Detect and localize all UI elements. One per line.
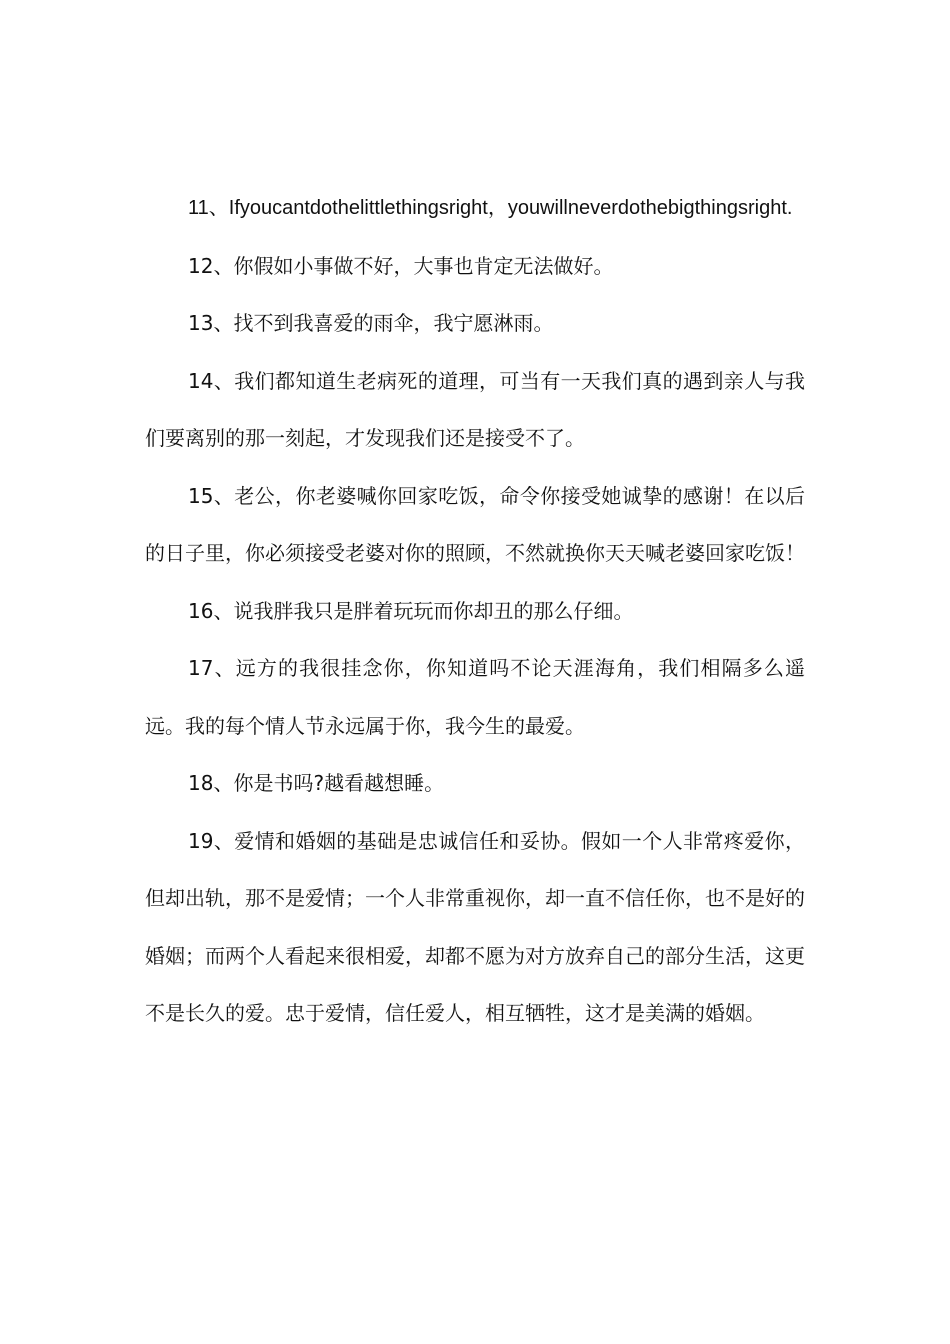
paragraph-18: 18、你是书吗?越看越想睡。 [188,771,445,795]
paragraph-14: 14、我们都知道生老病死的道理，可当有一天我们真的遇到亲人与我们要离别的那一刻起，才发现我们还是接受不了。 [145,368,805,450]
paragraph-15: 15、老公，你老婆喊你回家吃饭，命令你接受她诚挚的感谢！在以后的日子里，你必须接受老婆对你的照顾，不然就换你天天喊老婆回家吃饭！ [145,483,805,565]
paragraph-16: 16、说我胖我只是胖着玩玩而你却丑的那么仔细。 [188,598,634,623]
document-page [145,180,805,1043]
paragraph-12: 12、你假如小事做不好，大事也肯定无法做好。 [188,253,614,278]
paragraph-13: 13、找不到我喜爱的雨伞，我宁愿淋雨。 [188,311,554,335]
paragraph-17: 17、远方的我很挂念你，你知道吗不论天涯海角，我们相隔多么遥远。我的每个情人节永远属于你，我今生的最爱。 [145,656,805,738]
paragraph-11: 11、Ifyoucantdothelittlethingsright，youwillneverdothebigthingsright. [188,197,793,219]
paragraph-19: 19、爱情和婚姻的基础是忠诚信任和妥协。假如一个人非常疼爱你，但却出轨，那不是爱情；一个人非常重视你，却一直不信任你，也不是好的婚姻；而两个人看起来很相爱，却都不愿为对方放弃自己的部分生活，这更不是长久的爱。忠于爱情，信任爱人，相互牺牲，这才是美满的婚姻。 [145,828,805,1025]
